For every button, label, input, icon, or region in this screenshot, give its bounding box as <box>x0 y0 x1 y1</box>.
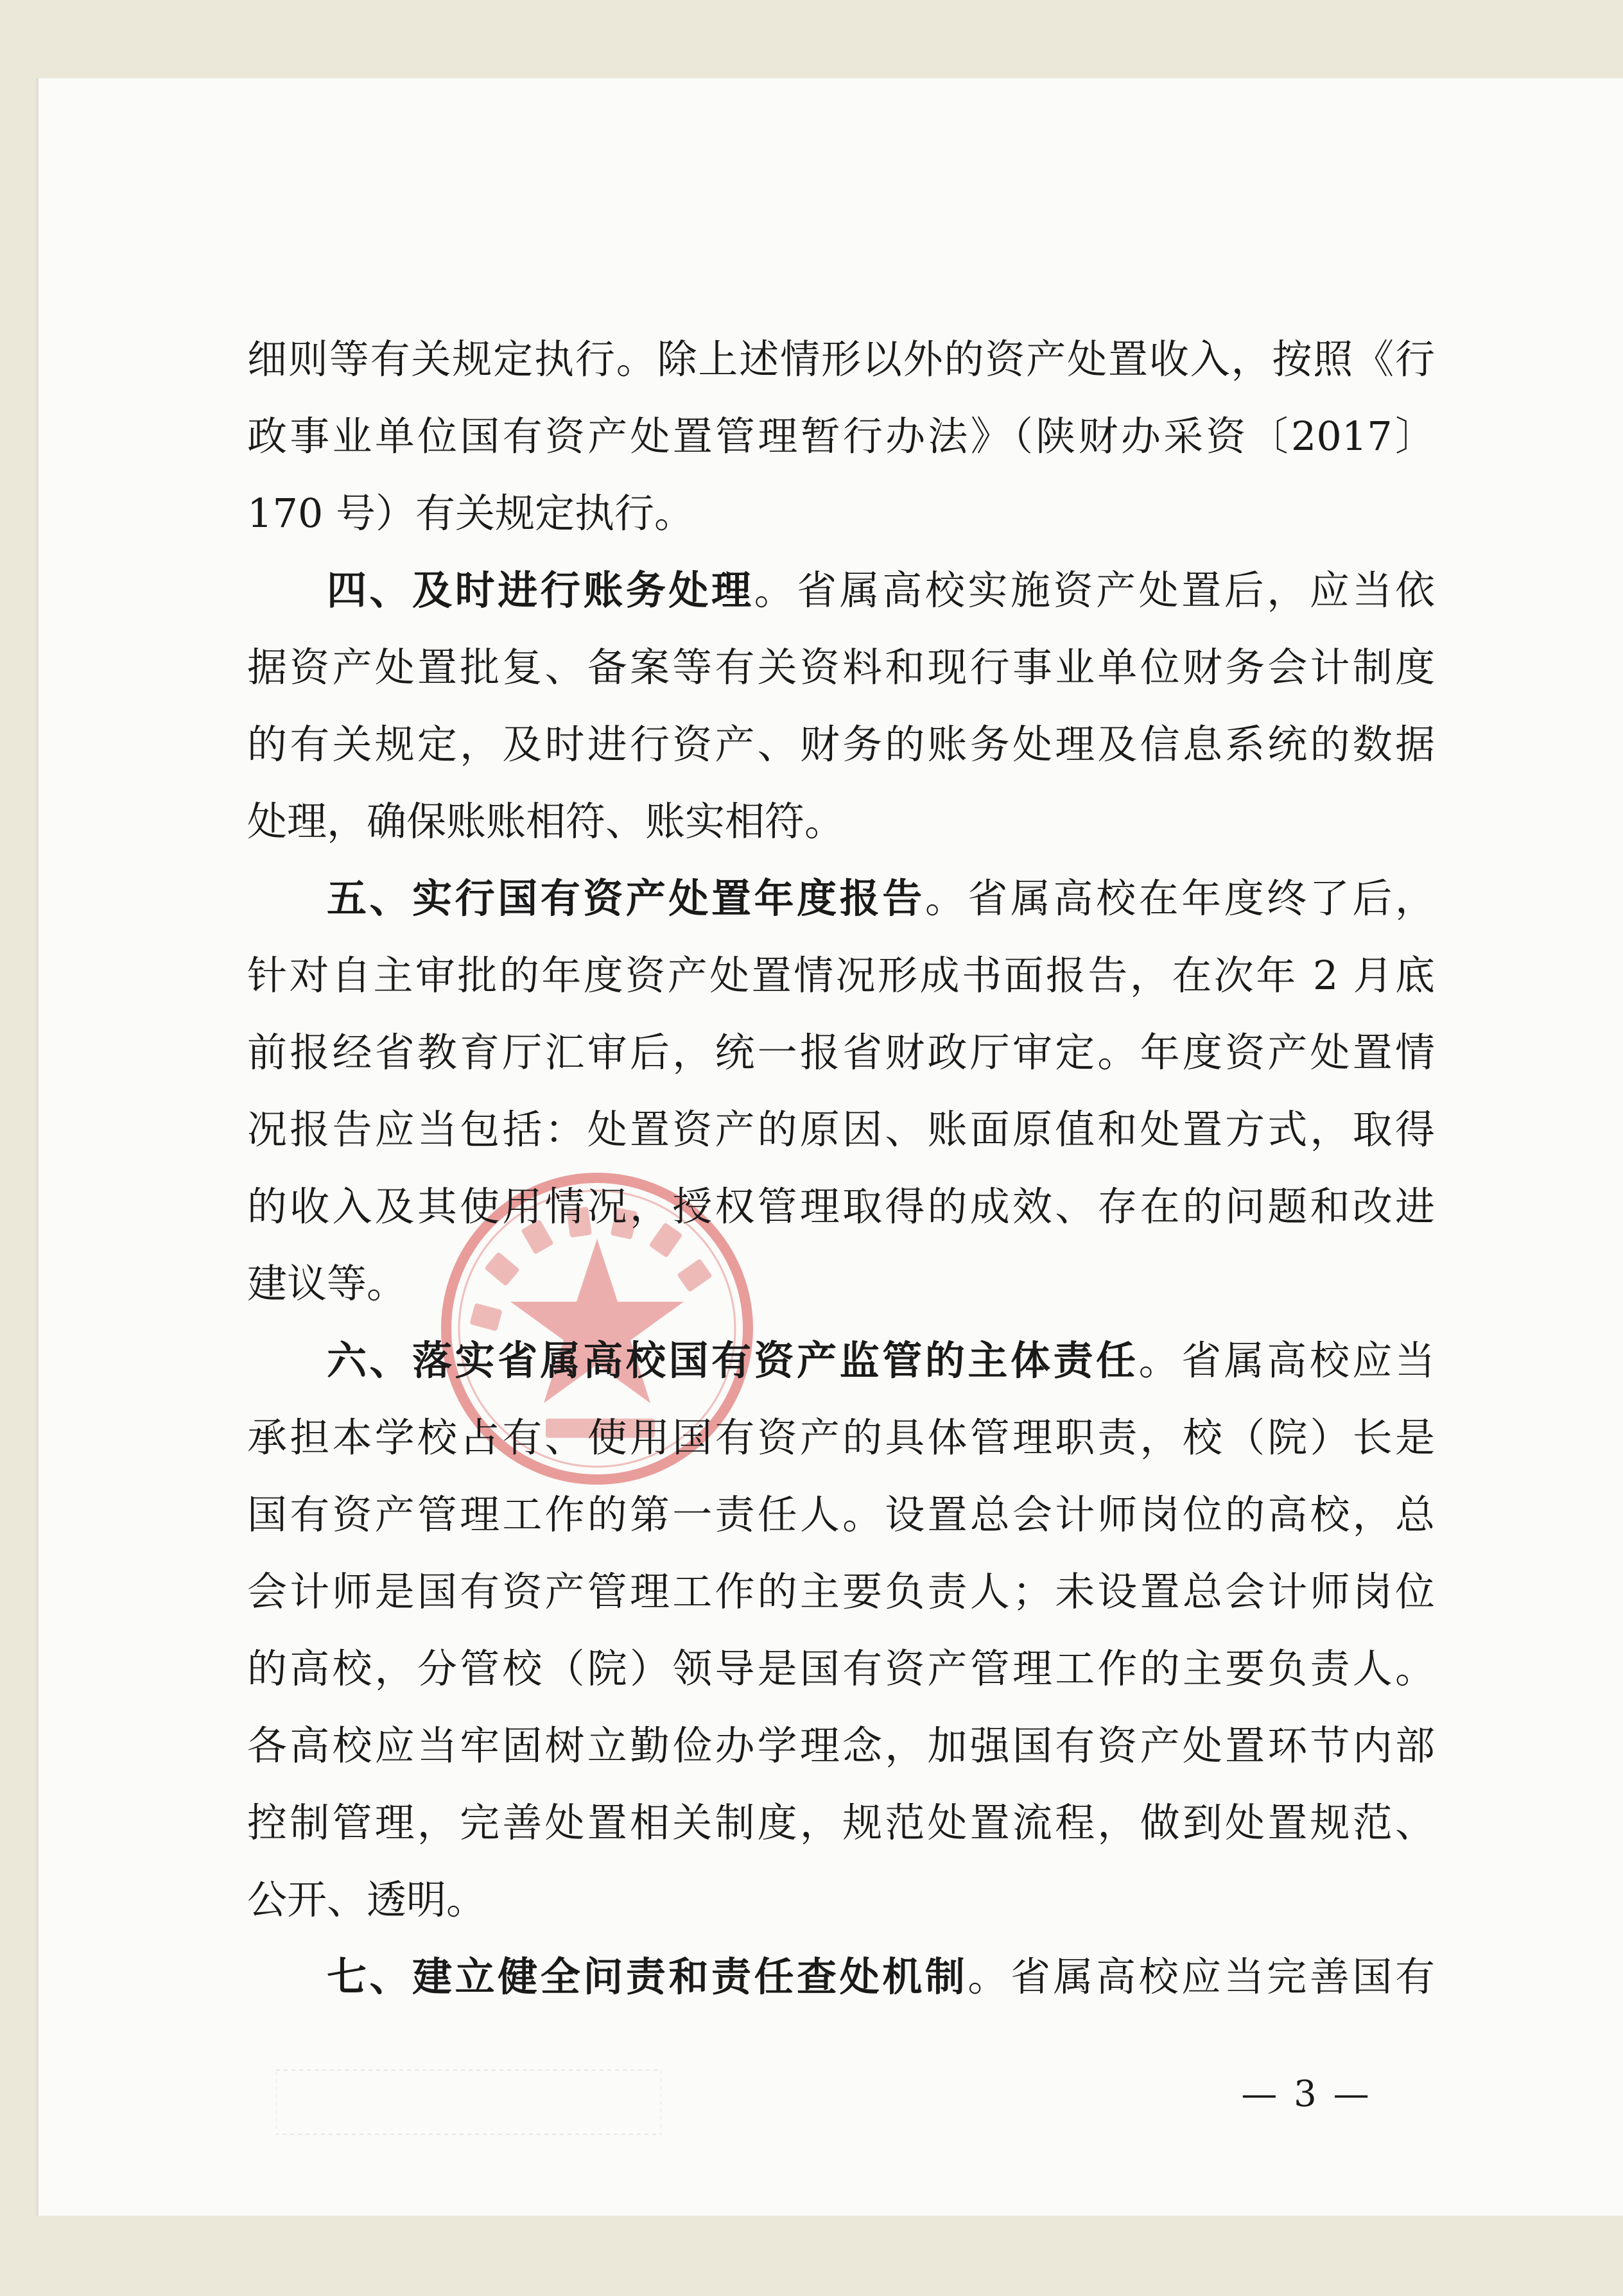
body-line: 据资产处置批复、备案等有关资料和现行事业单位财务会计制度 <box>247 644 1435 691</box>
section-heading-five: 五、实行国有资产处置年度报告 <box>327 875 925 922</box>
body-line: 承担本学校占有、使用国有资产的具体管理职责，校（院）长是 <box>247 1414 1435 1461</box>
section-five-first-line: 五、实行国有资产处置年度报告。省属高校在年度终了后， <box>327 875 1435 922</box>
body-line: 会计师是国有资产管理工作的主要负责人；未设置总会计师岗位 <box>247 1568 1435 1615</box>
section-seven-first-line: 七、建立健全问责和责任查处机制。省属高校应当完善国有 <box>327 1953 1435 2000</box>
body-line: 控制管理，完善处置相关制度，规范处置流程，做到处置规范、 <box>247 1799 1435 1846</box>
body-line: 国有资产管理工作的第一责任人。设置总会计师岗位的高校，总 <box>247 1491 1435 1538</box>
body-line: 况报告应当包括：处置资产的原因、账面原值和处置方式，取得 <box>247 1106 1435 1153</box>
body-line: 针对自主审批的年度资产处置情况形成书面报告，在次年 2 月底 <box>247 952 1435 999</box>
section-heading-six: 六、落实省属高校国有资产监管的主体责任 <box>327 1337 1139 1384</box>
body-line: 公开、透明。 <box>247 1876 487 1923</box>
section-four-first-line: 四、及时进行账务处理。省属高校实施资产处置后，应当依 <box>327 567 1435 614</box>
body-line: 细则等有关规定执行。除上述情形以外的资产处置收入，按照《行 <box>247 336 1435 383</box>
body-line: 的收入及其使用情况，授权管理取得的成效、存在的问题和改进 <box>247 1183 1435 1230</box>
section-heading-seven: 七、建立健全问责和责任查处机制 <box>327 1953 968 2000</box>
body-line: 处理，确保账账相符、账实相符。 <box>247 798 845 845</box>
page-number: — 3 — <box>1241 2073 1372 2115</box>
body-line: 的有关规定，及时进行资产、财务的账务处理及信息系统的数据 <box>247 721 1435 768</box>
body-line: 政事业单位国有资产处置管理暂行办法》（陕财办采资〔2017〕 <box>247 413 1435 460</box>
body-line: 建议等。 <box>247 1260 407 1307</box>
body-line: 前报经省教育厅汇审后，统一报省财政厅审定。年度资产处置情 <box>247 1029 1435 1076</box>
section-heading-four: 四、及时进行账务处理 <box>327 567 754 614</box>
section-six-first-line: 六、落实省属高校国有资产监管的主体责任。省属高校应当 <box>327 1337 1435 1384</box>
body-line: 各高校应当牢固树立勤俭办学理念，加强国有资产处置环节内部 <box>247 1722 1435 1769</box>
body-line: 的高校，分管校（院）领导是国有资产管理工作的主要负责人。 <box>247 1645 1435 1692</box>
bleed-through-mark <box>276 2064 661 2141</box>
body-line: 170 号）有关规定执行。 <box>247 490 695 537</box>
